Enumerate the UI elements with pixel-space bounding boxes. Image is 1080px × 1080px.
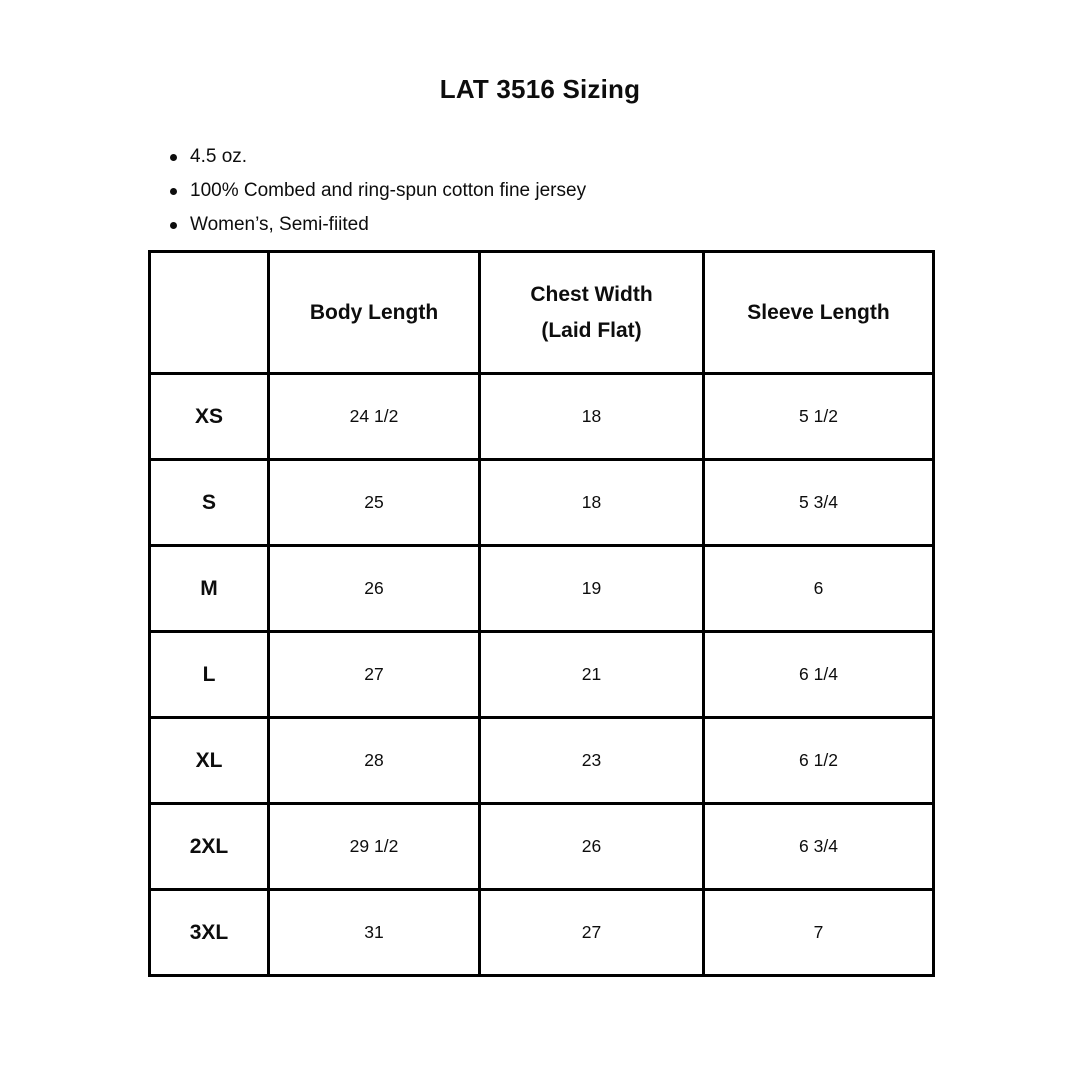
table-row-m xyxy=(150,546,934,632)
body-length-value: 31 xyxy=(269,890,480,976)
header-cell-body-length: Body Length xyxy=(269,252,480,374)
product-feature-list xyxy=(190,140,586,242)
table-row-xs xyxy=(150,374,934,460)
header-cell-size xyxy=(150,252,269,374)
header-row xyxy=(150,252,934,374)
feature-item-fabric: 100% Combed and ring-spun cotton fine jersey xyxy=(190,174,586,208)
body-length-value: 24 1/2 xyxy=(269,374,480,460)
size-label: 3XL xyxy=(150,890,269,976)
sleeve-length-value: 5 3/4 xyxy=(704,460,934,546)
body-length-value: 28 xyxy=(269,718,480,804)
chest-width-value: 27 xyxy=(480,890,704,976)
table-row-s xyxy=(150,460,934,546)
sleeve-length-value: 6 xyxy=(704,546,934,632)
size-label: XL xyxy=(150,718,269,804)
feature-item-weight: 4.5 oz. xyxy=(190,140,586,174)
sleeve-length-value: 6 1/4 xyxy=(704,632,934,718)
body-length-value: 26 xyxy=(269,546,480,632)
header-chest-width-line2: (Laid Flat) xyxy=(541,318,642,342)
chest-width-value: 23 xyxy=(480,718,704,804)
header-chest-width-line1: Chest Width xyxy=(530,282,653,306)
sleeve-length-value: 6 3/4 xyxy=(704,804,934,890)
size-label: S xyxy=(150,460,269,546)
size-label: M xyxy=(150,546,269,632)
sizing-table-header xyxy=(150,252,934,374)
sizing-table-body xyxy=(150,374,934,976)
size-label: XS xyxy=(150,374,269,460)
sleeve-length-value: 6 1/2 xyxy=(704,718,934,804)
sizing-table xyxy=(148,250,935,977)
table-row-2xl xyxy=(150,804,934,890)
body-length-value: 25 xyxy=(269,460,480,546)
table-row-3xl xyxy=(150,890,934,976)
table-row-l xyxy=(150,632,934,718)
chest-width-value: 18 xyxy=(480,374,704,460)
header-cell-chest-width xyxy=(480,252,704,374)
sleeve-length-value: 7 xyxy=(704,890,934,976)
size-label: 2XL xyxy=(150,804,269,890)
chest-width-value: 18 xyxy=(480,460,704,546)
chest-width-value: 19 xyxy=(480,546,704,632)
sleeve-length-value: 5 1/2 xyxy=(704,374,934,460)
chest-width-value: 26 xyxy=(480,804,704,890)
feature-item-fit: Women’s, Semi-fiited xyxy=(190,208,586,242)
header-cell-sleeve-length: Sleeve Length xyxy=(704,252,934,374)
size-label: L xyxy=(150,632,269,718)
page-title: LAT 3516 Sizing xyxy=(439,74,641,104)
body-length-value: 27 xyxy=(269,632,480,718)
table-row-xl xyxy=(150,718,934,804)
body-length-value: 29 1/2 xyxy=(269,804,480,890)
chest-width-value: 21 xyxy=(480,632,704,718)
